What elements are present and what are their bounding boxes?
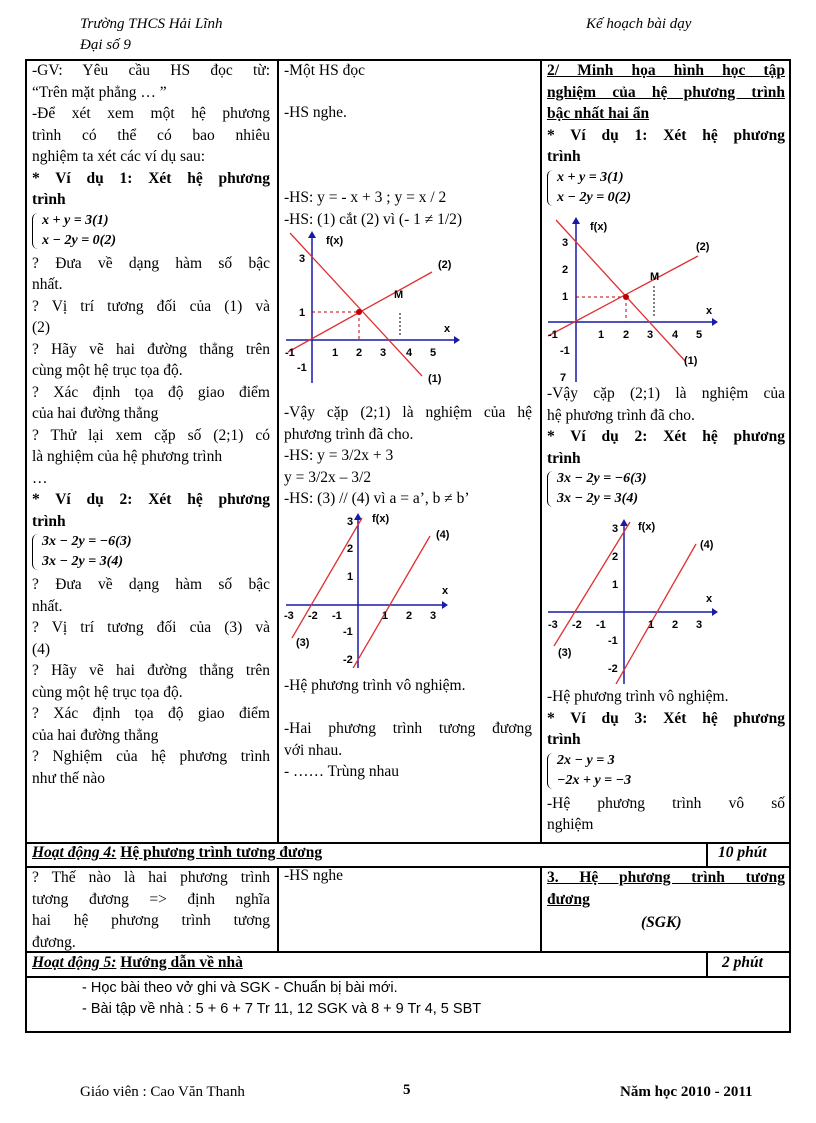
c1-q: ? Đưa về dạng hàm số bậc — [32, 254, 270, 272]
tick: -1 — [285, 347, 295, 359]
a4-line: ? Thế nào là hai phương trình — [32, 869, 270, 886]
label-x: x — [442, 585, 449, 597]
x-arrow — [712, 608, 718, 616]
tick: -1 — [297, 362, 307, 374]
graph-example1 — [282, 228, 460, 388]
x-arrow — [712, 318, 718, 326]
c2-l3: -HS: y = - x + 3 ; y = x / 2 — [284, 189, 447, 206]
activity4-col2: -HS nghe — [284, 867, 343, 884]
tick: 3 — [696, 619, 703, 631]
tick: -1 — [332, 610, 342, 622]
x-arrow — [442, 601, 448, 609]
c3-ex3-result-b: nghiệm — [547, 816, 594, 833]
c3-ex1: * Ví dụ 1: Xét hệ phương — [547, 126, 785, 144]
doc-type: Kế hoạch bài dạy — [586, 16, 692, 32]
intersection-point — [356, 309, 362, 315]
label-fx: f(x) — [372, 513, 390, 525]
c1-q: cùng một hệ trục tọa độ. — [32, 683, 183, 701]
tick: 2 — [562, 264, 569, 276]
equation: 2x − y = 3 — [557, 752, 615, 768]
c1-q: ? Hãy vẽ hai đường thẳng trên — [32, 340, 270, 358]
x-arrow — [454, 336, 460, 344]
c2-l1: -Một HS đọc — [284, 62, 365, 79]
activity5-body — [82, 978, 481, 1020]
c1-q: của hai đường thẳng — [32, 726, 159, 744]
tick: -1 — [608, 635, 618, 647]
line-4 — [616, 544, 696, 684]
tick: -2 — [572, 619, 582, 631]
c3-ex2-b: trình — [547, 449, 581, 467]
graph-c3-example2 — [546, 514, 726, 684]
activity4-time: 10 phút — [718, 844, 767, 861]
section-2-title-b: nghiệm của hệ phương trình — [547, 83, 785, 101]
activity4-col3 — [547, 867, 785, 934]
c1-q: ? Xác định tọa độ giao điểm — [32, 383, 270, 401]
tick: 2 — [347, 543, 354, 555]
tick: 5 — [696, 329, 703, 341]
c1-q: (4) — [32, 640, 51, 658]
equation: 3x − 2y = −6(3) — [557, 471, 647, 486]
tick: 3 — [380, 347, 387, 359]
c1-q: ? Xác định tọa độ giao điểm — [32, 705, 270, 722]
tick: 3 — [562, 237, 569, 249]
c3-example1-system — [547, 168, 785, 210]
c3-example2-system — [547, 469, 785, 511]
c3-ex1-result: -Vậy cặp (2;1) là nghiệm của — [547, 385, 785, 402]
c2-l4: -HS: (1) cắt (2) vì (- 1 ≠ 1/2) — [284, 211, 463, 228]
tick: -1 — [343, 626, 353, 638]
page-number: 5 — [403, 1082, 411, 1098]
c1-q: ? Nghiệm của hệ phương trình — [32, 748, 270, 765]
activity5-header — [32, 954, 243, 972]
school-name: Trường THCS Hải Lĩnh — [80, 16, 223, 32]
tick: -1 — [548, 329, 558, 341]
c2-l9: -Hệ phương trình vô nghiệm. — [284, 677, 466, 694]
c1-line: nghiệm ta xét các ví dụ sau: — [32, 148, 206, 165]
tick: 4 — [672, 329, 679, 341]
activity5-title: Hướng dẫn về nhà — [120, 954, 243, 971]
label-line-2: (2) — [696, 241, 710, 253]
tick: 1 — [598, 329, 605, 341]
equation: x + y = 3(1) — [557, 169, 624, 185]
tick: -3 — [548, 619, 558, 631]
example2-title: * Ví dụ 2: Xét hệ phương — [32, 491, 270, 508]
teacher-name: Giáo viên : Cao Văn Thanh — [80, 1084, 245, 1100]
subject-name: Đại số 9 — [80, 37, 131, 53]
tick: 1 — [332, 347, 339, 359]
equation: x − 2y = 0(2) — [42, 232, 116, 248]
c3-ex1-result-b: hệ phương trình đã cho. — [547, 406, 695, 424]
example1-title: * Ví dụ 1: Xét hệ phương — [32, 169, 270, 187]
label-line-3: (3) — [558, 647, 572, 659]
graph-c3-example1 — [546, 214, 726, 382]
label-line-1: (1) — [684, 355, 698, 367]
c1-q: nhất. — [32, 597, 63, 615]
line-3 — [554, 522, 630, 646]
example1-system — [32, 211, 270, 253]
example1-title-b: trình — [32, 191, 66, 208]
a4-line: đương. — [32, 933, 76, 951]
tick: 2 — [612, 551, 619, 563]
c1-q: … — [32, 469, 48, 487]
c1-q: như thế nào — [32, 769, 105, 787]
equation: 3x − 2y = 3(4) — [42, 554, 123, 569]
tick: -2 — [343, 654, 353, 666]
c1-line: -Để xét xem một hệ phương — [32, 105, 270, 122]
label-x: x — [444, 323, 451, 335]
tick: -1 — [560, 345, 570, 357]
intersection-point — [623, 294, 629, 300]
y-arrow — [620, 519, 628, 526]
equation: −2x + y = −3 — [557, 772, 632, 788]
c3-ex2: * Ví dụ 2: Xét hệ phương — [547, 428, 785, 445]
equation: x − 2y = 0(2) — [557, 189, 631, 205]
c1-q: ? Đưa về dạng hàm số bậc — [32, 576, 270, 593]
label-x: x — [706, 305, 713, 317]
tick: 1 — [299, 307, 306, 319]
c2-block2 — [284, 718, 532, 783]
label-line-4: (4) — [436, 529, 450, 541]
c2-l2: -HS nghe. — [284, 104, 347, 121]
section-2-title: 2/ Minh họa hình học tập — [547, 62, 785, 79]
equation: 3x − 2y = −6(3) — [42, 534, 132, 549]
c1-q: nhất. — [32, 276, 63, 293]
c1-q: ? Thử lại xem cặp số (2;1) có — [32, 426, 270, 444]
c1-line: “Trên mặt phẳng … ” — [32, 83, 167, 101]
equation: x + y = 3(1) — [42, 212, 109, 228]
tick: 2 — [623, 329, 630, 341]
tick: 1 — [562, 291, 569, 303]
graph-example2 — [282, 508, 460, 668]
tick: -1 — [596, 619, 606, 631]
label-line-4: (4) — [700, 539, 714, 551]
c1-q: ? Vị trí tương đối của (3) và — [32, 619, 270, 636]
label-line-1: (1) — [428, 373, 442, 385]
c2-l5a: -Vậy cặp (2;1) là nghiệm của hệ — [284, 404, 532, 421]
c3-ex2-result: -Hệ phương trình vô nghiệm. — [547, 688, 729, 705]
label-line-3: (3) — [296, 637, 310, 649]
section-2-title-c: bậc nhất hai ẩn — [547, 105, 650, 122]
a4-line: hai hệ phương trình tương — [32, 912, 270, 929]
c2-l10b: với nhau. — [284, 741, 343, 759]
tick: 2 — [356, 347, 363, 359]
c3-ex3-b: trình — [547, 731, 581, 748]
tick: 1 — [347, 571, 354, 583]
c3-ex3-result: -Hệ phương trình vô số — [547, 794, 785, 812]
example2-title-b: trình — [32, 512, 66, 530]
y-arrow — [308, 231, 316, 238]
tick: 1 — [648, 619, 655, 631]
label-m: M — [650, 271, 660, 283]
activity4-col1 — [32, 867, 270, 953]
tick: 2 — [406, 610, 413, 622]
a4-line: tương đương => định nghĩa — [32, 890, 270, 908]
activity5-label: Hoạt động 5: — [32, 954, 117, 971]
c2-l5b: phương trình đã cho. — [284, 425, 414, 443]
label-m: M — [394, 289, 404, 301]
tick: 1 — [612, 579, 619, 591]
homework-line: - Học bài theo vở ghi và SGK - Chuẩn bị bài mới. — [82, 980, 398, 996]
c2-l10a: -Hai phương trình tương đương — [284, 720, 532, 737]
tick: -2 — [608, 663, 618, 675]
label-fx: f(x) — [326, 235, 344, 247]
activity4-label: Hoạt động 4: — [32, 844, 117, 861]
y-arrow — [572, 217, 580, 224]
label-line-2: (2) — [438, 259, 452, 271]
tick: 3 — [299, 253, 306, 265]
activity4-header — [32, 844, 322, 862]
section-3-title: 3. Hệ phương trình tương — [547, 869, 785, 886]
tick: 3 — [430, 610, 437, 622]
c2-l6: -HS: y = 3/2x + 3 — [284, 447, 394, 464]
school-year: Năm học 2010 - 2011 — [620, 1084, 753, 1100]
c1-q: của hai đường thẳng — [32, 405, 159, 422]
c3-ex3: * Ví dụ 3: Xét hệ phương — [547, 709, 785, 727]
label-fx: f(x) — [638, 521, 656, 533]
teacher-activity-column — [32, 60, 270, 789]
tick: 5 — [430, 347, 437, 359]
tick: 2 — [672, 619, 679, 631]
example2-system — [32, 532, 270, 574]
tick: 4 — [406, 347, 413, 359]
section-3-title-b: đương — [547, 890, 590, 908]
tick: 7 — [560, 372, 567, 382]
tick: 3 — [647, 329, 654, 341]
tick: -2 — [308, 610, 318, 622]
c1-q: ? Hãy vẽ hai đường thẳng trên — [32, 662, 270, 679]
section-3-ref: (SGK) — [641, 914, 682, 931]
tick: 1 — [382, 610, 389, 622]
c2-result-block — [284, 402, 532, 510]
content-column-mid — [547, 383, 785, 511]
label-fx: f(x) — [590, 221, 608, 233]
c1-q: cùng một hệ trục tọa độ. — [32, 362, 183, 379]
content-column-bottom — [547, 686, 785, 836]
line-2 — [548, 256, 698, 336]
tick: 3 — [612, 523, 619, 535]
c1-line: -GV: Yêu cầu HS đọc từ: — [32, 62, 270, 79]
activity4-title: Hệ phương trình tương đương — [120, 844, 323, 861]
content-column-top — [547, 60, 785, 210]
c1-line: trình có thể có bao nhiêu — [32, 126, 270, 144]
tick: -3 — [284, 610, 294, 622]
c1-q: (2) — [32, 319, 51, 336]
c2-l11: - …… Trùng nhau — [284, 763, 399, 780]
homework-line: - Bài tập về nhà : 5 + 6 + 7 Tr 11, 12 SGK và 8 + 9 Tr 4, 5 SBT — [82, 1001, 482, 1017]
c2-l8: -HS: (3) // (4) vì a = a’, b ≠ b’ — [284, 490, 470, 507]
c3-example3-system — [547, 751, 785, 793]
label-x: x — [706, 593, 713, 605]
line-4 — [352, 536, 430, 668]
c1-q: là nghiệm của hệ phương trình — [32, 448, 223, 465]
c2-l7: y = 3/2x – 3/2 — [284, 468, 372, 486]
tick: 3 — [347, 516, 354, 528]
activity5-time: 2 phút — [722, 954, 763, 971]
c1-q: ? Vị trí tương đối của (1) và — [32, 297, 270, 315]
c3-ex1-b: trình — [547, 148, 581, 165]
equation: 3x − 2y = 3(4) — [557, 491, 638, 506]
